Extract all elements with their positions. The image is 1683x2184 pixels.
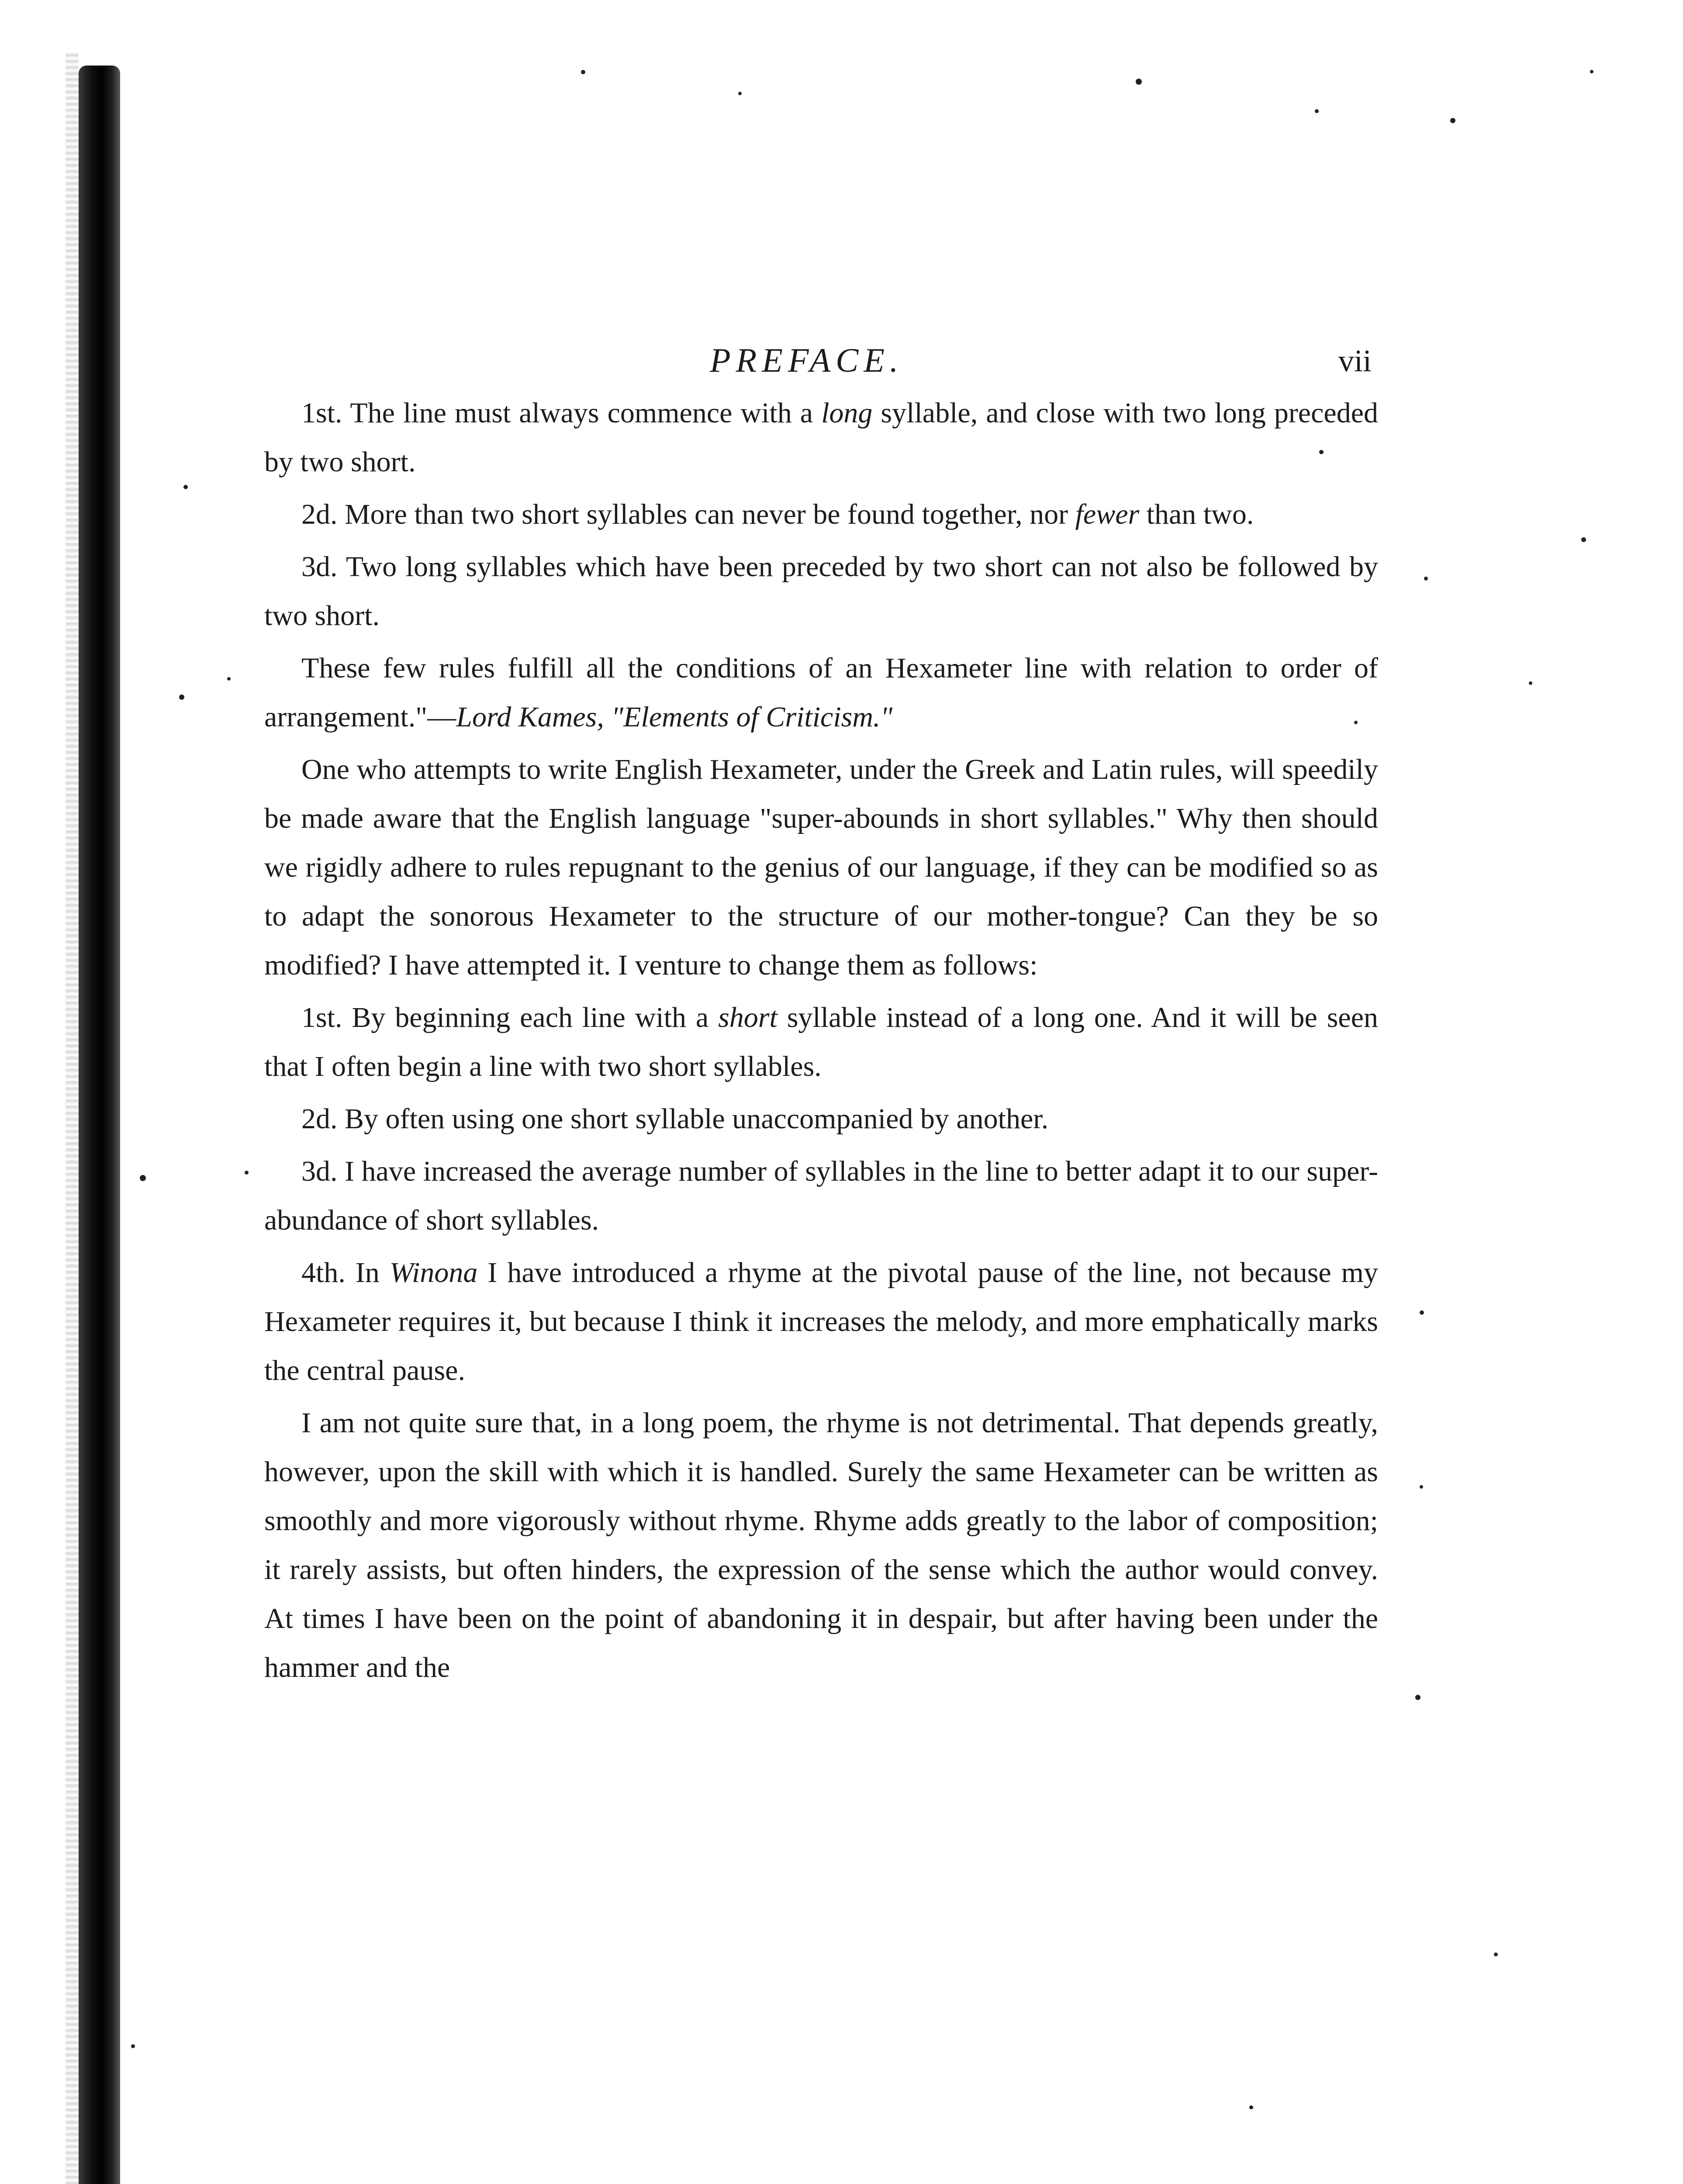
document-page (264, 341, 1378, 1692)
speck (183, 485, 188, 489)
paragraph-text: 1st. The line must always commence with a (301, 397, 822, 429)
speck (1249, 2105, 1253, 2109)
paragraph-text: 2d. More than two short syllables can never be found together, nor (301, 498, 1075, 530)
speck (738, 92, 742, 95)
paragraph-text: These few rules fulfill all the conditions of an Hexameter line with relation to order of arrangement."— (264, 652, 1378, 733)
paragraph (264, 490, 1378, 539)
paragraph (264, 993, 1378, 1091)
page-number: vii (1338, 343, 1372, 378)
italic-text: Lord Kames, "Elements of Criticism." (456, 701, 893, 733)
italic-text: short (718, 1002, 778, 1033)
speck (1494, 1952, 1498, 1956)
speck (1529, 681, 1532, 685)
body-text (264, 389, 1378, 1692)
running-title: PREFACE. (710, 341, 904, 379)
paragraph (264, 389, 1378, 487)
speck (1450, 118, 1455, 123)
paragraph-text: 1st. By beginning each line with a (301, 1002, 719, 1033)
book-binding (79, 66, 120, 2184)
speck (1420, 1485, 1423, 1489)
paragraph-text: than two. (1139, 498, 1254, 530)
speck (1420, 1310, 1424, 1315)
paragraph-text: 3d. I have increased the average number of syllables in the line to better adapt it to our super-abundance of short syllables. (264, 1155, 1378, 1236)
paragraph-text: 4th. In (301, 1257, 390, 1289)
paragraph (264, 543, 1378, 640)
paragraph (264, 1399, 1378, 1692)
paragraph-text: One who attempts to write English Hexameter, under the Greek and Latin rules, will speedily be made aware that the English language "super-abounds in short syllables." Why then should we rigidly adhere to rules repugnant to the genius of our language, if they can be modified so as to adapt the sonorous Hexameter to the structure of our mother-tongue? Can they be so modified? I have attempted it. I venture to change them as follows: (264, 753, 1378, 981)
binding-shadow (66, 52, 79, 2184)
paragraph-text: I am not quite sure that, in a long poem, the rhyme is not detrimental. That depends greatly, however, upon the skill with which it is handled. Surely the same Hexameter can be written as smoothly and more vigorously without rhyme. Rhyme adds greatly to the labor of composition; it rarely assists, but often hinders, the expression of the sense which the author would convey. At times I have been on the point of abandoning it in despair, but after having been under the hammer and the (264, 1407, 1378, 1683)
speck (1424, 577, 1428, 581)
italic-text: Winona (389, 1257, 478, 1289)
speck (227, 677, 231, 681)
paragraph (264, 1095, 1378, 1144)
speck (581, 70, 585, 74)
paragraph (264, 1248, 1378, 1395)
speck (1590, 70, 1593, 73)
speck (179, 695, 184, 700)
speck (131, 2044, 135, 2048)
italic-text: long (821, 397, 873, 429)
speck (1415, 1695, 1420, 1700)
paragraph (264, 1147, 1378, 1245)
speck (245, 1171, 249, 1175)
paragraph-text: I have introduced a rhyme at the pivotal pause of the line, not because my Hexameter requires it, but because I think it increases the melody, and more emphatically marks the central pause. (264, 1257, 1378, 1386)
paragraph-text: syllable, and close with two long preceded by two short. (264, 397, 1378, 478)
paragraph-text: syllable instead of a long one. And it will be seen that I often begin a line with two short syllables. (264, 1002, 1378, 1082)
speck (1581, 537, 1586, 542)
speck (1136, 79, 1142, 85)
speck (140, 1175, 146, 1181)
italic-text: fewer (1075, 498, 1140, 530)
paragraph-text: 2d. By often using one short syllable unaccompanied by another. (301, 1103, 1049, 1135)
speck (1315, 109, 1319, 113)
paragraph (264, 745, 1378, 990)
paragraph (264, 644, 1378, 742)
running-head (264, 341, 1378, 389)
paragraph-text: 3d. Two long syllables which have been preceded by two short can not also be followed by two short. (264, 551, 1378, 632)
